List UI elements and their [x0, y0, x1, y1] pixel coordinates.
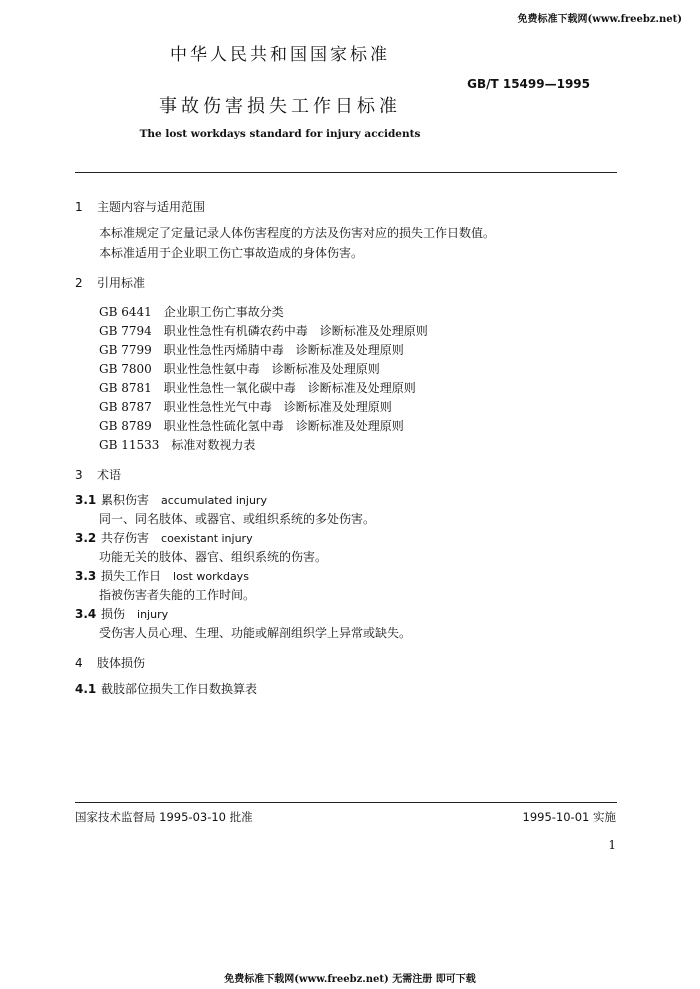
page-number: 1	[608, 838, 616, 852]
term-definition: 同一、同名肢体、或器官、或组织系统的多处伤害。	[99, 512, 376, 526]
bottom-banner: 免费标准下载网(www.freebz.net) 无需注册 即可下载	[224, 974, 476, 985]
section-title: 肢体损伤	[97, 656, 146, 670]
section-1-heading	[75, 197, 617, 217]
term-heading	[75, 605, 617, 624]
ref-title: 企业职工伤亡事故分类	[163, 305, 284, 319]
term-heading	[75, 529, 617, 548]
subsection-number: 4.1	[75, 682, 97, 696]
terms-list	[75, 491, 617, 643]
ref-title: 职业性急性有机磷农药中毒 诊断标准及处理原则	[163, 324, 428, 338]
approval-date: 国家技术监督局 1995-03-10 批准	[75, 810, 253, 824]
term-number: 3.1	[75, 493, 97, 507]
section-4-heading	[75, 653, 617, 673]
term-cn: 损失工作日	[101, 569, 162, 583]
term-number: 3.2	[75, 531, 97, 545]
term-definition: 功能无关的肢体、器官、组织系统的伤害。	[99, 550, 328, 564]
term-en: lost workdays	[173, 570, 249, 583]
list-item	[75, 303, 617, 322]
national-standard-heading: 中华人民共和国国家标准	[170, 45, 390, 65]
list-item	[75, 360, 617, 379]
section-number: 3	[75, 468, 83, 482]
ref-code: GB 8789	[99, 419, 152, 433]
term-number: 3.3	[75, 569, 97, 583]
effective-date: 1995-10-01 实施	[522, 810, 616, 824]
term-cn: 累积伤害	[101, 493, 150, 507]
list-item	[75, 398, 617, 417]
section-number: 2	[75, 276, 83, 290]
ref-code: GB 7794	[99, 324, 152, 338]
header-divider	[75, 172, 617, 173]
term-en: injury	[137, 608, 169, 621]
term-heading	[75, 491, 617, 510]
list-item	[75, 341, 617, 360]
paragraph: 本标准适用于企业职工伤亡事故造成的身体伤害。	[99, 246, 364, 260]
list-item	[75, 379, 617, 398]
term-en: coexistant injury	[161, 532, 253, 545]
term-en: accumulated injury	[161, 494, 267, 507]
term-definition: 指被伤害者失能的工作时间。	[99, 588, 256, 602]
top-banner: 免费标准下载网(www.freebz.net)	[517, 14, 682, 25]
ref-title: 职业性急性光气中毒 诊断标准及处理原则	[163, 400, 392, 414]
ref-title: 职业性急性丙烯腈中毒 诊断标准及处理原则	[163, 343, 404, 357]
section-2-heading	[75, 273, 617, 293]
document-title-en: The lost workdays standard for injury accidents	[139, 128, 421, 140]
section-3-heading	[75, 465, 617, 485]
referenced-standards-list	[75, 303, 617, 455]
term-heading	[75, 567, 617, 586]
subsection-title: 截肢部位损失工作日数换算表	[101, 682, 258, 696]
ref-code: GB 8781	[99, 381, 152, 395]
standard-code: GB/T 15499—1995	[467, 77, 590, 91]
ref-title: 标准对数视力表	[171, 438, 256, 452]
ref-title: 职业性急性硫化氢中毒 诊断标准及处理原则	[163, 419, 404, 433]
ref-code: GB 7799	[99, 343, 152, 357]
ref-code: GB 8787	[99, 400, 152, 414]
term-cn: 损伤	[101, 607, 126, 621]
section-title: 术语	[97, 468, 122, 482]
ref-code: GB 7800	[99, 362, 152, 376]
section-number: 1	[75, 200, 83, 214]
list-item	[75, 436, 617, 455]
section-title: 主题内容与适用范围	[97, 200, 206, 214]
list-item	[75, 322, 617, 341]
term-cn: 共存伤害	[101, 531, 150, 545]
document-title-cn: 事故伤害损失工作日标准	[159, 96, 401, 117]
term-definition: 受伤害人员心理、生理、功能或解剖组织学上异常或缺失。	[99, 626, 412, 640]
ref-title: 职业性急性氨中毒 诊断标准及处理原则	[163, 362, 380, 376]
paragraph: 本标准规定了定量记录人体伤害程度的方法及伤害对应的损失工作日数值。	[99, 226, 496, 240]
ref-title: 职业性急性一氧化碳中毒 诊断标准及处理原则	[163, 381, 416, 395]
section-number: 4	[75, 656, 83, 670]
subsection-4-1	[75, 679, 617, 699]
term-number: 3.4	[75, 607, 97, 621]
ref-code: GB 11533	[99, 438, 160, 452]
ref-code: GB 6441	[99, 305, 152, 319]
section-title: 引用标准	[97, 276, 146, 290]
footer-divider	[75, 802, 617, 803]
document-body	[75, 197, 617, 699]
list-item	[75, 417, 617, 436]
